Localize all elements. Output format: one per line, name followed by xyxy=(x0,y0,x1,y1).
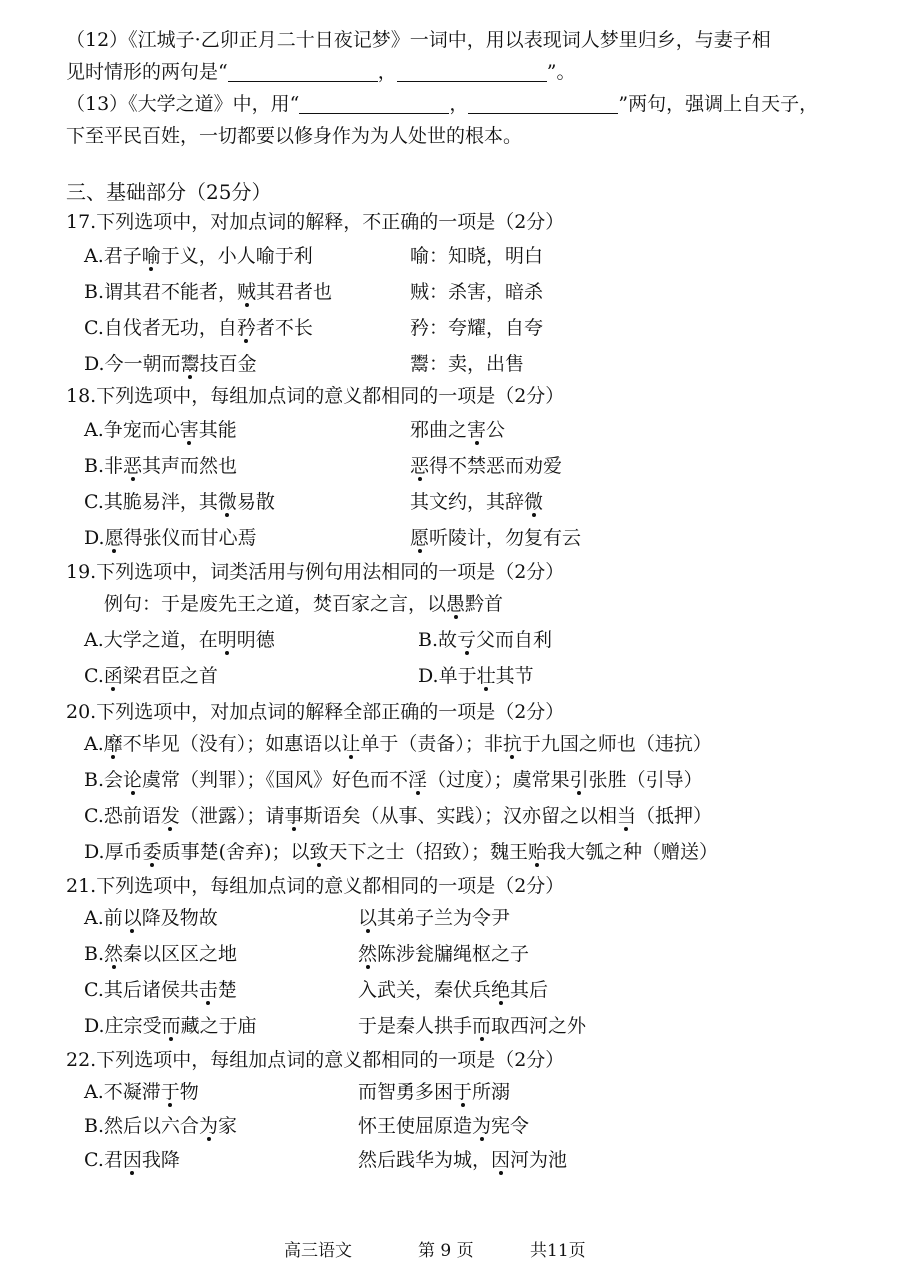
emphasized-character: 恶 xyxy=(410,455,430,477)
text-fragment: 楚 xyxy=(217,979,237,1001)
footer-total-pages: 共11页 xyxy=(530,1241,586,1261)
text-fragment: B.故 xyxy=(418,629,458,651)
q21-option-c xyxy=(84,976,237,1004)
q17-option-d xyxy=(84,350,257,378)
text-fragment: 其声而然也 xyxy=(142,455,238,477)
text-fragment: （12）《江城子·乙卯正月二十日夜记梦》一词中，用以表现词人梦里归乡，与妻子相 xyxy=(66,29,771,51)
q17-explanation-c: 矜：夸耀，自夸 xyxy=(410,317,544,339)
text-fragment: 降及物故 xyxy=(141,907,218,929)
q22-option-c xyxy=(84,1146,180,1174)
emphasized-character: 亏 xyxy=(457,629,477,651)
text-fragment: 梁君臣之首 xyxy=(122,665,218,687)
text-fragment: （抵押） xyxy=(635,805,712,827)
emphasized-character: 淫 xyxy=(408,769,428,791)
text-fragment: C. xyxy=(84,665,104,687)
emphasized-character: 为 xyxy=(199,1115,219,1137)
text-fragment: C.君 xyxy=(84,1149,123,1171)
text-fragment: 取西河之外 xyxy=(491,1015,587,1037)
q20-option-d xyxy=(84,838,718,866)
emphasized-character: 明 xyxy=(217,629,237,651)
text-fragment: 于是秦人拱手 xyxy=(358,1015,473,1037)
q17-explanation-d: 鬻：卖，出售 xyxy=(410,353,525,375)
text-fragment: C.其后诸侯共 xyxy=(84,979,199,1001)
emphasized-character: 喻 xyxy=(141,245,161,267)
emphasized-character: 矜 xyxy=(236,317,256,339)
q22-option-b-pair xyxy=(358,1112,529,1140)
text-fragment: 入武关，秦伏兵 xyxy=(358,979,492,1001)
q19-option-c xyxy=(84,662,218,690)
emphasized-character: 以 xyxy=(122,907,142,929)
emphasized-character: 函 xyxy=(103,665,123,687)
text-fragment: ”。 xyxy=(546,61,576,83)
text-fragment: D.厚币 xyxy=(84,841,143,863)
q18-option-b xyxy=(84,452,237,480)
text-fragment: 我降 xyxy=(141,1149,180,1171)
text-fragment: 其弟子兰为令尹 xyxy=(377,907,511,929)
q18-option-d-pair xyxy=(410,524,581,552)
emphasized-character: 因 xyxy=(122,1149,142,1171)
emphasized-character: 致 xyxy=(309,841,329,863)
text-fragment: 藏之于庙 xyxy=(180,1015,257,1037)
emphasized-character: 鬻 xyxy=(180,353,200,375)
text-fragment: 而智勇多困 xyxy=(358,1081,454,1103)
text-fragment: 得张仪而甘心焉 xyxy=(123,527,257,549)
text-fragment: B.非 xyxy=(84,455,124,477)
emphasized-character: 因 xyxy=(491,1149,511,1171)
text-fragment: D.今一朝而 xyxy=(84,353,181,375)
text-fragment: 宪令 xyxy=(491,1115,530,1137)
text-fragment: ”两句，强调上自天子， xyxy=(618,93,819,115)
text-fragment: 见时情形的两句是“ xyxy=(66,61,228,83)
emphasized-character: 害 xyxy=(467,419,487,441)
emphasized-character: 靡 xyxy=(103,733,123,755)
q17-option-c xyxy=(84,314,313,342)
q19-stem: 19.下列选项中，词类活用与例句用法相同的一项是（2分） xyxy=(66,561,565,583)
q20-option-a xyxy=(84,730,712,758)
text-fragment: C.自伐者无功，自 xyxy=(84,317,237,339)
q18-option-a-pair xyxy=(410,416,505,444)
q17-explanation-a: 喻：知晓，明白 xyxy=(410,245,544,267)
emphasized-character: 而 xyxy=(161,1015,181,1037)
emphasized-character: 于 xyxy=(453,1081,473,1103)
text-fragment: 我大瓠之种（赠送） xyxy=(547,841,719,863)
q21-option-a xyxy=(84,904,218,932)
emphasized-character: 让 xyxy=(341,733,361,755)
text-fragment: B.谓其君不能者， xyxy=(84,281,238,303)
text-fragment: 张胜（引导） xyxy=(588,769,703,791)
text-fragment: A.大学之道，在 xyxy=(84,629,218,651)
emphasized-character: 委 xyxy=(142,841,162,863)
q18-option-d xyxy=(84,524,257,552)
emphasized-character: 微 xyxy=(217,491,237,513)
text-fragment: 天下之士（招致）；魏王 xyxy=(328,841,528,863)
text-fragment: 河为池 xyxy=(510,1149,568,1171)
emphasized-character: 论 xyxy=(123,769,143,791)
q17-stem: 17.下列选项中，对加点词的解释，不正确的一项是（2分） xyxy=(66,211,565,233)
text-fragment: ， xyxy=(449,93,469,115)
text-fragment: A.前 xyxy=(84,907,123,929)
text-fragment: 不毕见（没有）；如惠语以 xyxy=(122,733,342,755)
text-fragment: 其能 xyxy=(198,419,237,441)
text-fragment: 然后践华为城， xyxy=(358,1149,492,1171)
text-fragment: A.不凝滞 xyxy=(84,1081,161,1103)
emphasized-character: 愚 xyxy=(446,593,466,615)
text-fragment: 其后 xyxy=(510,979,549,1001)
q19-option-a xyxy=(84,626,275,654)
emphasized-character: 贻 xyxy=(527,841,547,863)
text-fragment: C.恐前语 xyxy=(84,805,161,827)
q12-line1 xyxy=(66,26,771,54)
text-fragment: （13）《大学之道》中，用“ xyxy=(66,93,300,115)
q17-option-a xyxy=(84,242,313,270)
text-fragment: A.争宠而心 xyxy=(84,419,180,441)
text-fragment: 技百金 xyxy=(199,353,257,375)
text-fragment: 单于（责备）；非 xyxy=(360,733,503,755)
text-fragment: 所溺 xyxy=(472,1081,511,1103)
footer-page-number: 第 9 页 xyxy=(418,1241,474,1261)
q21-option-d-pair xyxy=(358,1012,586,1040)
text-fragment: 父而自利 xyxy=(476,629,553,651)
text-fragment: 虞常（判罪）；《国风》好色而不 xyxy=(142,769,409,791)
q22-option-c-pair xyxy=(358,1146,567,1174)
emphasized-character: 而 xyxy=(472,1015,492,1037)
text-fragment: 怀王使屈原造 xyxy=(358,1115,473,1137)
q13-line1 xyxy=(66,90,818,118)
q22-stem: 22.下列选项中，每组加点词的意义都相同的一项是（2分） xyxy=(66,1049,565,1071)
text-fragment: 于九国之师也（违抗） xyxy=(521,733,712,755)
emphasized-character: 为 xyxy=(472,1115,492,1137)
text-fragment: 于义，小人喻于利 xyxy=(160,245,313,267)
emphasized-character: 引 xyxy=(569,769,589,791)
text-fragment: 陈涉瓮牖绳枢之子 xyxy=(377,943,530,965)
text-fragment: A. xyxy=(84,733,104,755)
text-fragment: D. xyxy=(84,527,105,549)
text-fragment: （过度）；虞常果 xyxy=(427,769,570,791)
q17-explanation-b: 贼：杀害，暗杀 xyxy=(410,281,544,303)
emphasized-character: 然 xyxy=(358,943,378,965)
emphasized-character: 发 xyxy=(160,805,180,827)
q18-option-c-pair xyxy=(410,488,543,516)
emphasized-character: 愿 xyxy=(104,527,124,549)
q21-stem: 21.下列选项中，每组加点词的意义都相同的一项是（2分） xyxy=(66,875,565,897)
q21-option-a-pair xyxy=(358,904,510,932)
q19-option-b xyxy=(418,626,552,654)
q18-option-c xyxy=(84,488,275,516)
emphasized-character: 绝 xyxy=(491,979,511,1001)
text-fragment: B. xyxy=(84,943,105,965)
q20-stem: 20.下列选项中，对加点词的解释全部正确的一项是（2分） xyxy=(66,701,565,723)
q19-option-d xyxy=(418,662,534,690)
text-fragment: 其君者也 xyxy=(256,281,333,303)
emphasized-character: 愿 xyxy=(410,527,430,549)
q22-option-b xyxy=(84,1112,237,1140)
q19-example xyxy=(104,590,503,618)
emphasized-character: 于 xyxy=(160,1081,180,1103)
answer-blank[interactable] xyxy=(397,61,547,82)
q18-stem: 18.下列选项中，每组加点词的意义都相同的一项是（2分） xyxy=(66,385,565,407)
text-fragment: C.其脆易泮，其 xyxy=(84,491,218,513)
text-fragment: D.单于 xyxy=(418,665,477,687)
text-fragment: 黔首 xyxy=(465,593,504,615)
q20-option-c xyxy=(84,802,712,830)
text-fragment: 其文约，其辞 xyxy=(410,491,525,513)
q21-option-d xyxy=(84,1012,257,1040)
text-fragment: D.庄宗受 xyxy=(84,1015,162,1037)
text-fragment: 明德 xyxy=(236,629,275,651)
q22-option-a xyxy=(84,1078,199,1106)
q12-line2 xyxy=(66,58,575,86)
answer-blank[interactable] xyxy=(468,93,618,114)
answer-blank[interactable] xyxy=(228,61,378,82)
q22-option-a-pair xyxy=(358,1078,510,1106)
text-fragment: 下至平民百姓，一切都要以修身作为为人处世的根本。 xyxy=(66,125,523,147)
emphasized-character: 当 xyxy=(616,805,636,827)
emphasized-character: 击 xyxy=(198,979,218,1001)
q18-option-b-pair xyxy=(410,452,562,480)
text-fragment: 者不长 xyxy=(255,317,313,339)
emphasized-character: 微 xyxy=(524,491,544,513)
emphasized-character: 贼 xyxy=(237,281,257,303)
emphasized-character: 恶 xyxy=(123,455,143,477)
emphasized-character: 然 xyxy=(104,943,124,965)
section-heading: 三、基础部分（25分） xyxy=(66,180,272,204)
text-fragment: 其节 xyxy=(495,665,534,687)
q21-option-b xyxy=(84,940,237,968)
text-fragment: 物 xyxy=(179,1081,199,1103)
emphasized-character: 害 xyxy=(179,419,199,441)
emphasized-character: 抗 xyxy=(502,733,522,755)
text-fragment: 斯语矣（从事、实践）；汉亦留之以相 xyxy=(303,805,617,827)
q18-option-a xyxy=(84,416,237,444)
emphasized-character: 壮 xyxy=(476,665,496,687)
q21-option-c-pair xyxy=(358,976,548,1004)
text-fragment: 秦以区区之地 xyxy=(123,943,238,965)
text-fragment: 邪曲之 xyxy=(410,419,468,441)
q21-option-b-pair xyxy=(358,940,529,968)
text-fragment: B.会 xyxy=(84,769,124,791)
q20-option-b xyxy=(84,766,703,794)
text-fragment: 家 xyxy=(218,1115,238,1137)
text-fragment: 公 xyxy=(486,419,506,441)
q17-option-b xyxy=(84,278,332,306)
footer-subject: 高三语文 xyxy=(284,1241,352,1261)
answer-blank[interactable] xyxy=(299,93,449,114)
text-fragment: 易散 xyxy=(236,491,275,513)
q13-line2 xyxy=(66,122,522,150)
text-fragment: A.君子 xyxy=(84,245,142,267)
text-fragment: （泄露）；请 xyxy=(179,805,285,827)
text-fragment: 质事楚(舍弃)；以 xyxy=(161,841,310,863)
emphasized-character: 事 xyxy=(284,805,304,827)
text-fragment: B.然后以六合 xyxy=(84,1115,200,1137)
text-fragment: 例句：于是废先王之道，焚百家之言，以 xyxy=(104,593,447,615)
emphasized-character: 以 xyxy=(358,907,378,929)
text-fragment: 得不禁恶而劝爱 xyxy=(429,455,563,477)
text-fragment: 听陵计，勿复有云 xyxy=(429,527,582,549)
text-fragment: ， xyxy=(377,61,397,83)
